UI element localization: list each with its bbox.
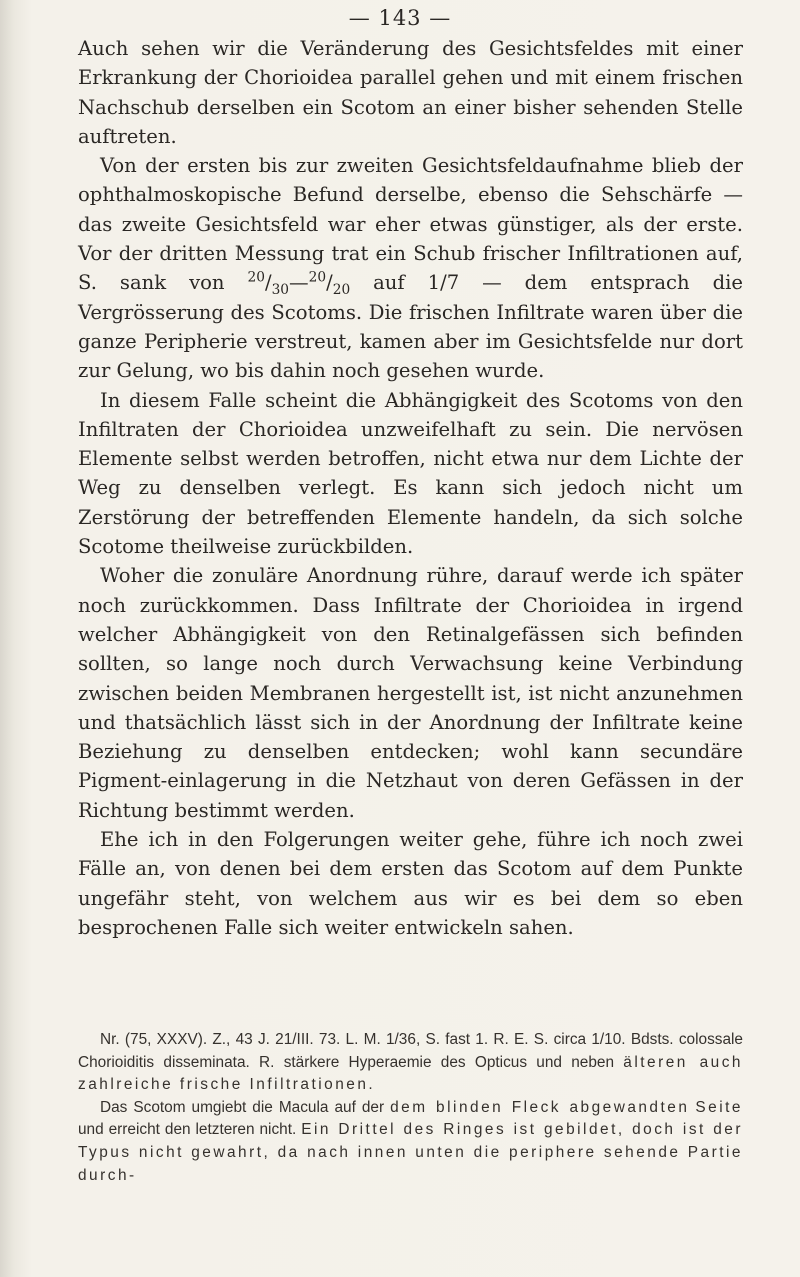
emphasized-text: dem blinden Fleck abgewandten [390,1098,690,1116]
main-text [78,34,743,942]
visual-acuity-numerator: 20 [247,269,265,286]
visual-acuity-numerator: 20 [308,269,327,286]
case-paragraph [78,1029,743,1097]
text-segment: Nr. (75, XXXV). Z., 43 J. 21/III. 73. L. M. [100,1031,386,1048]
text-segment: . [368,1076,373,1094]
text-segment: . Bdsts. colossale Chorioiditis disseminata. R. stärkere Hyperaemie des Opticus und neben [78,1031,743,1071]
visual-acuity-denominator: 30 [271,282,290,299]
visual-acuity-denominator: 20 [332,282,351,299]
text-segment: Das Scotom umgiebt die Macula auf der [100,1098,391,1116]
text-segment: und erreicht den letzteren nicht. [78,1121,302,1139]
text-segment: S. sank von [78,271,248,295]
emphasized-text: ist gebildet, doch ist der Typus nicht gewahrt, da nach innen unten die periphere sehende Partie durch- [78,1121,743,1184]
text-segment: auf [350,271,428,295]
emphasized-text: Seite [695,1098,743,1116]
paragraph-text: Von der ersten bis zur zweiten Gesichtsfeldaufnahme blieb der ophthalmoskopische Befund derselbe, ebenso die Sehschärfe — das zweite Gesichtsfeld war eher etwas günstiger, als der erste. Vor der dritten Messung trat ein Schub frischer Infiltrationen auf, [78,154,743,266]
text-segment: — dem entsprach die Vergrösserung des Scotoms. Die frischen Infiltrate waren über die ganze Peripherie verstreut, kamen aber im Gesichtsfelde nur dort zur Gelung, wo bis dahin noch gesehen wurde. [78,271,743,383]
paragraph: Von der ersten bis zur zweiten Gesichtsfeldaufnahme blieb der ophthalmoskopische Befund derselbe, ebenso die Sehschärfe — das zweite Gesichtsfeld war eher etwas günstiger, als der erste. Vor der dritten Messung trat ein Schub frischer Infiltrationen auf, S. sank von $^{20}/_{30}—^{20}/_{20}$ auf 1/7 — dem entsprach die Vergrösserung des Scotoms. Die frischen Infiltrate waren über die ganze Peripherie verstreut, kamen aber im Gesichtsfelde nur dort zur Gelung, wo bis dahin noch gesehen wurde. [78,154,743,383]
page-number: — 143 — [348,6,452,30]
case-paragraph [78,1097,743,1187]
paragraph: Auch sehen wir die Veränderung des Gesichtsfeldes mit einer Erkrankung der Chorioidea parallel gehen und mit einem frischen Nachschub derselben ein Scotom an einer bisher sehenden Stelle auftreten. [78,37,743,148]
paragraph: Woher die zonuläre Anordnung rühre, darauf werde ich später noch zurückkommen. Dass Infiltrate der Chorioidea in irgend welcher Abhängigkeit von den Retinalgefässen sich befinden sollten, so lange noch durch Verwachsung keine Verbindung zwischen beiden Membranen hergestellt ist, ist nicht anzunehmen und thatsächlich lässt sich in der Anordnung der Infiltrate keine Beziehung zu denselben entdecken; wohl kann secundäre Pigment-einlagerung in die Netzhaut von deren Gefässen in der Richtung bestimmt werden. [78,564,743,822]
paragraph: Ehe ich in den Folgerungen weiter gehe, führe ich noch zwei Fälle an, von denen bei dem ersten das Scotom auf dem Punkte ungefähr steht, von welchem aus wir es bei dem so eben besprochenen Falle sich weiter entwickeln sahen. [78,828,743,939]
emphasized-text: älteren auch zahlreiche frische Infiltrationen [78,1053,743,1094]
acuity-value: 1/10 [591,1031,622,1048]
text-segment: , S. fast 1. R. E. S. circa [415,1031,592,1048]
paragraph: In diesem Falle scheint die Abhängigkeit des Scotoms von den Infiltraten der Chorioidea unzweifelhaft zu sein. Die nervösen Elemente selbst werden betroffen, nicht etwa nur dem Lichte der Weg zu denselben verlegt. Es kann sich jedoch nicht um Zerstörung der betreffenden Elemente handeln, da sich solche Scotome theilweise zurückbilden. [78,388,743,559]
visual-acuity-value: 1/7 [427,271,460,295]
case-report [78,1029,743,1187]
emphasized-text: Ein Drittel des Ringes [301,1121,507,1139]
text-segment: — [289,271,309,295]
myopia-value: 1/36 [385,1031,416,1048]
